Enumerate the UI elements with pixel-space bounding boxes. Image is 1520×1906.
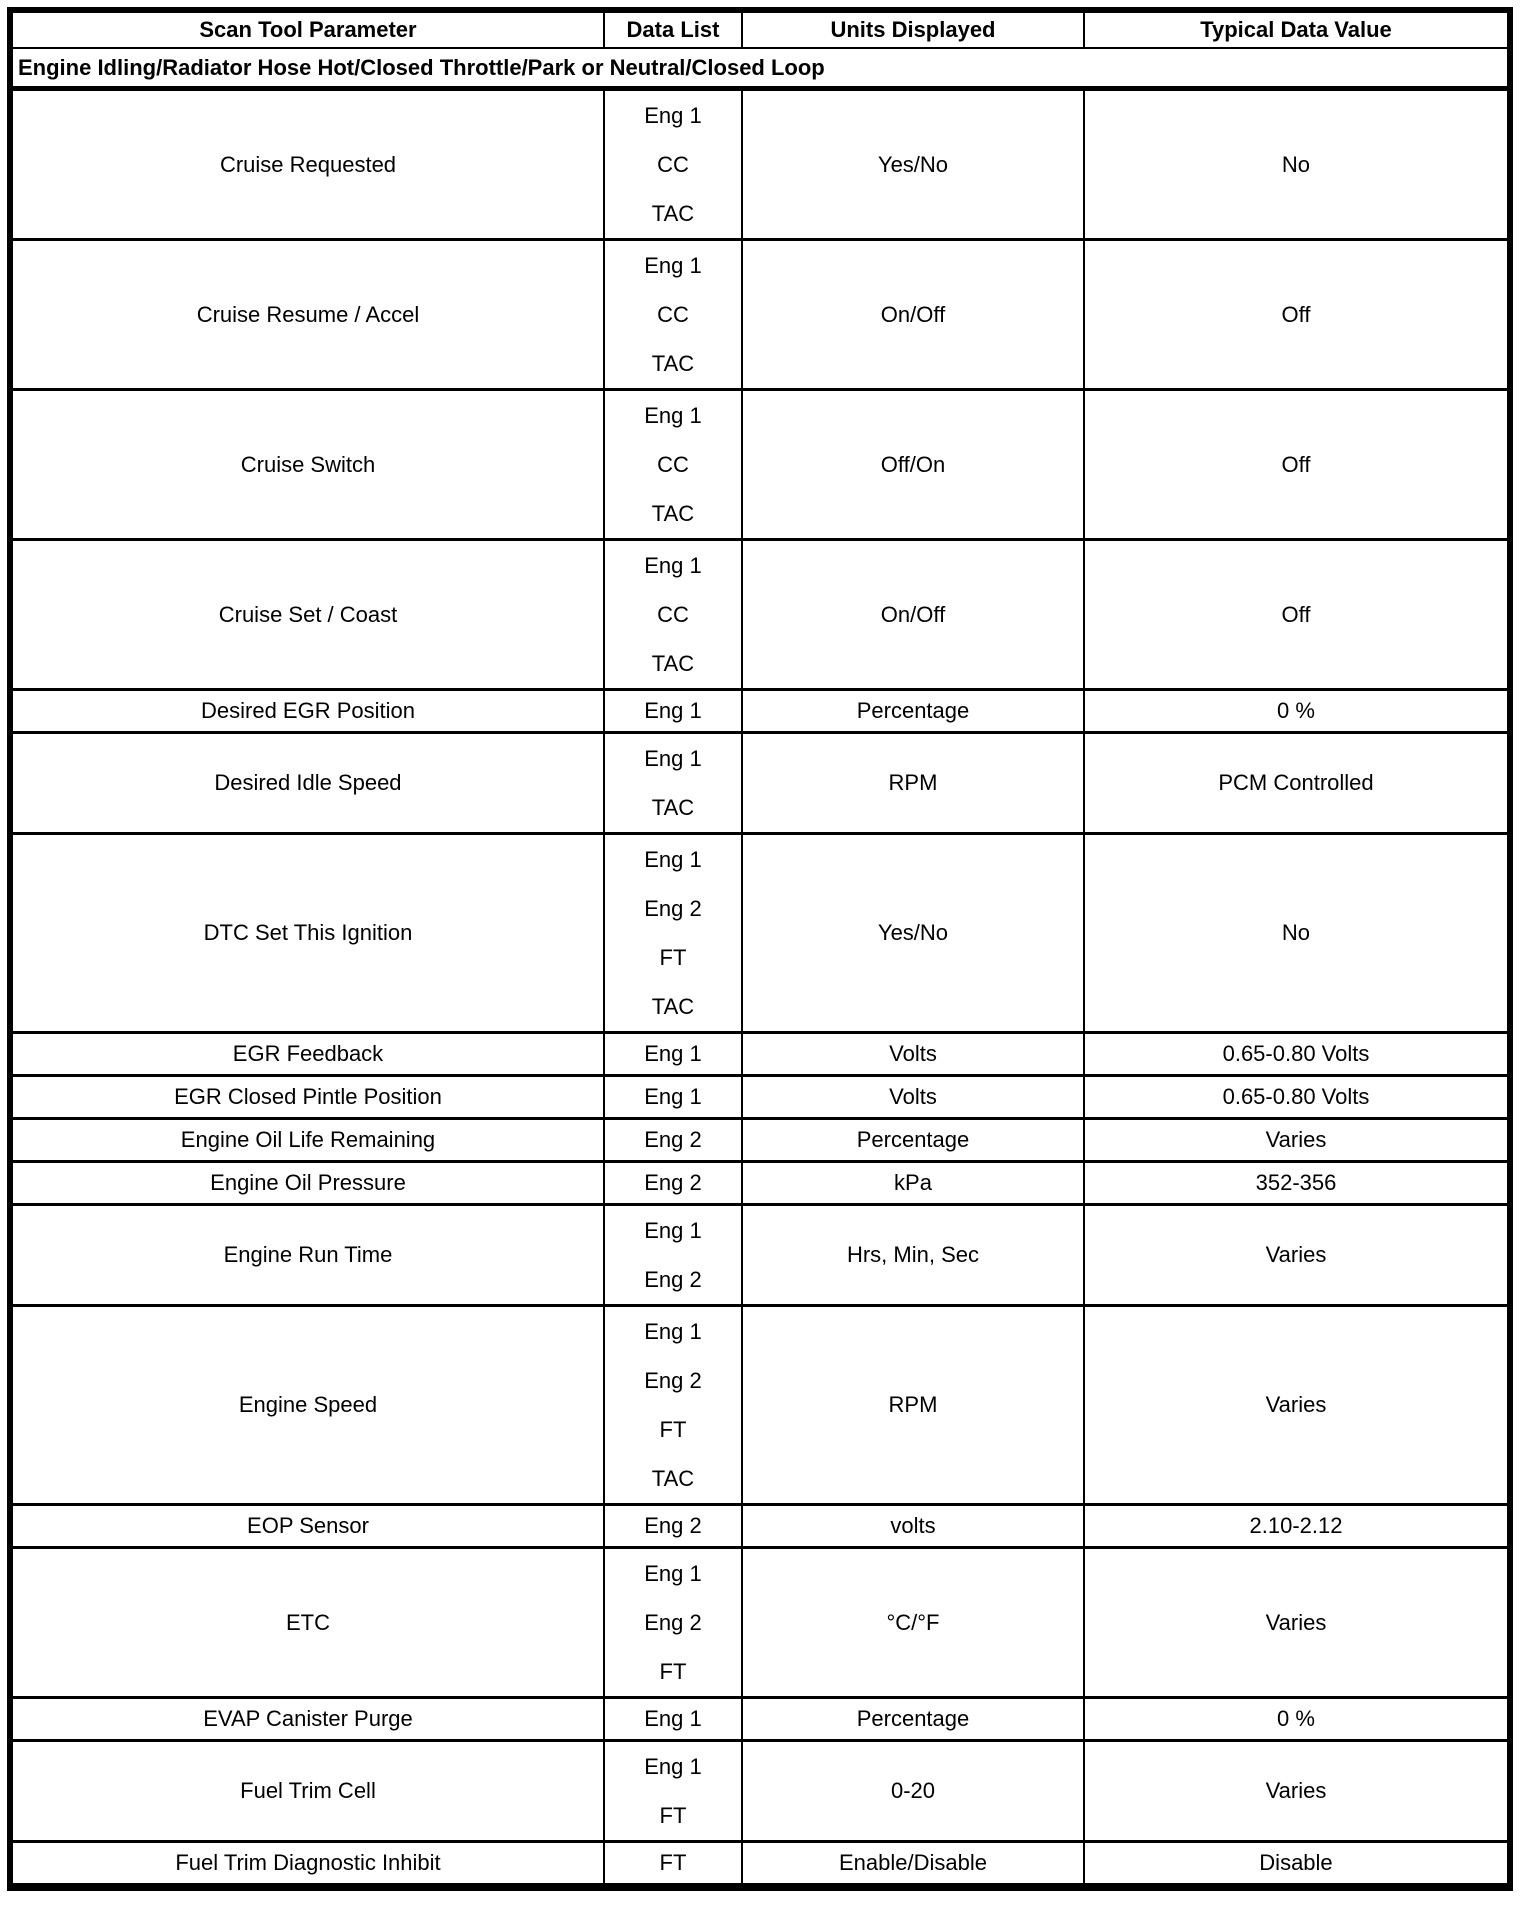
units-cell: Yes/No: [742, 89, 1084, 240]
data-list-cell: [604, 1698, 742, 1741]
table-row: [10, 540, 1510, 690]
data-list-cell: [604, 834, 742, 1033]
typical-value-cell: Varies: [1084, 1205, 1510, 1306]
data-list-item: Eng 1: [644, 745, 702, 771]
parameter-cell: Cruise Requested: [10, 89, 604, 240]
data-list-item: Eng 1: [644, 1041, 702, 1066]
table-row: [10, 1119, 1510, 1162]
table-row: [10, 390, 1510, 540]
typical-value-cell: PCM Controlled: [1084, 733, 1510, 834]
data-list-item: CC: [657, 151, 689, 177]
table-row: [10, 690, 1510, 733]
parameter-cell: Fuel Trim Diagnostic Inhibit: [10, 1842, 604, 1888]
column-header-data-list: Data List: [604, 10, 742, 48]
parameter-cell: DTC Set This Ignition: [10, 834, 604, 1033]
data-list-item: TAC: [651, 350, 695, 376]
parameter-cell: ETC: [10, 1548, 604, 1698]
data-list-cell: [604, 240, 742, 390]
table-row: [10, 1698, 1510, 1741]
scan-tool-parameter-table: [7, 7, 1513, 1891]
units-cell: On/Off: [742, 540, 1084, 690]
column-header-units: Units Displayed: [742, 10, 1084, 48]
units-cell: Percentage: [742, 1119, 1084, 1162]
data-list-item: Eng 1: [644, 552, 702, 578]
data-list-item: Eng 1: [644, 1318, 702, 1344]
typical-value-cell: Varies: [1084, 1741, 1510, 1842]
data-list-cell: [604, 1505, 742, 1548]
data-list-item: FT: [659, 1658, 687, 1684]
typical-value-cell: Varies: [1084, 1119, 1510, 1162]
table-row: [10, 1205, 1510, 1306]
data-list-item: CC: [657, 601, 689, 627]
data-list-item: Eng 1: [644, 1706, 702, 1731]
data-list-cell: [604, 1119, 742, 1162]
table-row: [10, 1033, 1510, 1076]
units-cell: Hrs, Min, Sec: [742, 1205, 1084, 1306]
parameter-cell: EOP Sensor: [10, 1505, 604, 1548]
data-list-cell: [604, 1076, 742, 1119]
data-list-item: TAC: [651, 650, 695, 676]
data-list-cell: [604, 1741, 742, 1842]
typical-value-cell: Varies: [1084, 1548, 1510, 1698]
data-list-item: TAC: [651, 500, 695, 526]
section-header-row: [10, 48, 1510, 89]
units-cell: 0-20: [742, 1741, 1084, 1842]
data-list-item: FT: [659, 1802, 687, 1828]
typical-value-cell: No: [1084, 89, 1510, 240]
typical-value-cell: Off: [1084, 240, 1510, 390]
typical-value-cell: Off: [1084, 390, 1510, 540]
table-row: [10, 1505, 1510, 1548]
data-list-item: Eng 2: [644, 1367, 702, 1393]
table-row: [10, 733, 1510, 834]
data-list-item: TAC: [651, 200, 695, 226]
data-list-item: FT: [659, 1416, 687, 1442]
table-row: [10, 89, 1510, 240]
data-list-item: Eng 2: [644, 1170, 702, 1195]
parameter-cell: Desired Idle Speed: [10, 733, 604, 834]
typical-value-cell: No: [1084, 834, 1510, 1033]
data-list-cell: [604, 733, 742, 834]
units-cell: RPM: [742, 733, 1084, 834]
typical-value-cell: 0.65-0.80 Volts: [1084, 1033, 1510, 1076]
data-list-item: Eng 1: [644, 1560, 702, 1586]
parameter-cell: EGR Closed Pintle Position: [10, 1076, 604, 1119]
typical-value-cell: 0 %: [1084, 690, 1510, 733]
table-row: [10, 1076, 1510, 1119]
data-list-item: CC: [657, 451, 689, 477]
data-list-item: TAC: [651, 993, 695, 1019]
data-list-cell: [604, 1548, 742, 1698]
data-list-item: Eng 1: [644, 1753, 702, 1779]
data-list-cell: [604, 690, 742, 733]
data-list-item: TAC: [651, 794, 695, 820]
data-list-cell: [604, 1842, 742, 1888]
typical-value-cell: Varies: [1084, 1306, 1510, 1505]
data-list-item: FT: [659, 1850, 687, 1875]
data-list-item: Eng 1: [644, 1217, 702, 1243]
data-list-cell: [604, 1162, 742, 1205]
data-list-item: CC: [657, 301, 689, 327]
data-list-cell: [604, 390, 742, 540]
units-cell: °C/°F: [742, 1548, 1084, 1698]
header-row: [10, 10, 1510, 48]
data-list-item: Eng 2: [644, 1266, 702, 1292]
data-list-item: Eng 2: [644, 1609, 702, 1635]
table-row: [10, 1842, 1510, 1888]
units-cell: Yes/No: [742, 834, 1084, 1033]
data-list-item: Eng 2: [644, 1127, 702, 1152]
parameter-cell: Engine Run Time: [10, 1205, 604, 1306]
parameter-cell: Cruise Switch: [10, 390, 604, 540]
data-list-item: Eng 2: [644, 895, 702, 921]
parameter-cell: Desired EGR Position: [10, 690, 604, 733]
parameter-cell: Cruise Resume / Accel: [10, 240, 604, 390]
units-cell: Percentage: [742, 1698, 1084, 1741]
table-row: [10, 1741, 1510, 1842]
column-header-typical-value: Typical Data Value: [1084, 10, 1510, 48]
typical-value-cell: Disable: [1084, 1842, 1510, 1888]
data-list-item: Eng 1: [644, 1084, 702, 1109]
table-row: [10, 240, 1510, 390]
data-list-item: Eng 1: [644, 402, 702, 428]
data-list-item: TAC: [651, 1465, 695, 1491]
data-list-cell: [604, 1306, 742, 1505]
table-body: [10, 89, 1510, 1888]
units-cell: RPM: [742, 1306, 1084, 1505]
units-cell: Volts: [742, 1076, 1084, 1119]
units-cell: Volts: [742, 1033, 1084, 1076]
parameter-cell: Engine Oil Pressure: [10, 1162, 604, 1205]
parameter-cell: Engine Speed: [10, 1306, 604, 1505]
units-cell: volts: [742, 1505, 1084, 1548]
typical-value-cell: 0 %: [1084, 1698, 1510, 1741]
data-list-item: FT: [659, 944, 687, 970]
units-cell: kPa: [742, 1162, 1084, 1205]
table-row: [10, 1306, 1510, 1505]
table-row: [10, 1162, 1510, 1205]
section-header: Engine Idling/Radiator Hose Hot/Closed Throttle/Park or Neutral/Closed Loop: [10, 48, 1510, 89]
parameter-cell: EVAP Canister Purge: [10, 1698, 604, 1741]
units-cell: Enable/Disable: [742, 1842, 1084, 1888]
typical-value-cell: 0.65-0.80 Volts: [1084, 1076, 1510, 1119]
data-list-item: Eng 1: [644, 102, 702, 128]
parameter-cell: EGR Feedback: [10, 1033, 604, 1076]
table-row: [10, 834, 1510, 1033]
parameter-cell: Fuel Trim Cell: [10, 1741, 604, 1842]
typical-value-cell: Off: [1084, 540, 1510, 690]
data-list-cell: [604, 1205, 742, 1306]
units-cell: Percentage: [742, 690, 1084, 733]
data-list-cell: [604, 1033, 742, 1076]
units-cell: On/Off: [742, 240, 1084, 390]
data-list-item: Eng 2: [644, 1513, 702, 1538]
column-header-parameter: Scan Tool Parameter: [10, 10, 604, 48]
typical-value-cell: 352-356: [1084, 1162, 1510, 1205]
parameter-cell: Engine Oil Life Remaining: [10, 1119, 604, 1162]
units-cell: Off/On: [742, 390, 1084, 540]
typical-value-cell: 2.10-2.12: [1084, 1505, 1510, 1548]
parameter-cell: Cruise Set / Coast: [10, 540, 604, 690]
data-list-cell: [604, 89, 742, 240]
table-row: [10, 1548, 1510, 1698]
data-list-item: Eng 1: [644, 698, 702, 723]
data-list-item: Eng 1: [644, 252, 702, 278]
data-list-cell: [604, 540, 742, 690]
data-list-item: Eng 1: [644, 846, 702, 872]
